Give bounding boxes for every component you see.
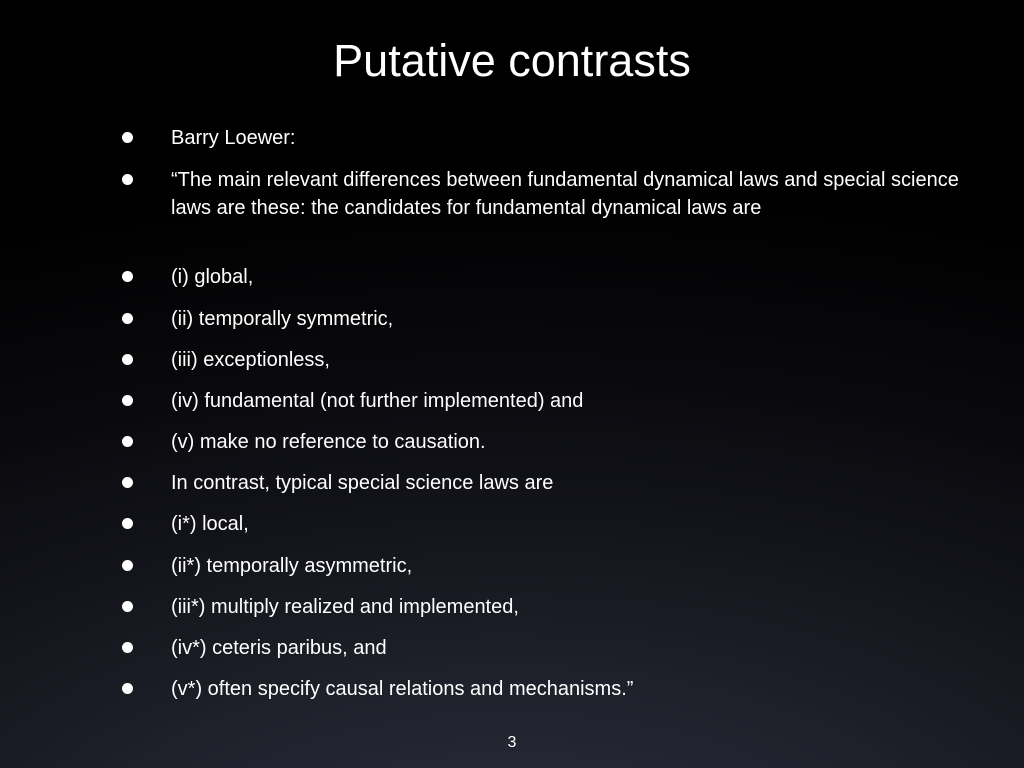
bullet-dot-icon <box>122 560 133 571</box>
bullet-dot-icon <box>122 354 133 365</box>
bullet-text: (v*) often specify causal relations and mechanisms.” <box>171 678 634 700</box>
bullet-item-barry-loewer <box>171 124 961 152</box>
bullet-dot-icon <box>122 313 133 324</box>
bullet-item-fundamental <box>171 387 961 415</box>
bullet-text: (iv*) ceteris paribus, and <box>171 637 387 659</box>
bullet-item-no-causation <box>171 428 961 456</box>
bullet-text: (ii) temporally symmetric, <box>171 308 394 330</box>
bullet-text: Barry Loewer: <box>171 127 296 149</box>
bullet-item-temporally-asymmetric <box>171 552 961 580</box>
bullet-text: (ii*) temporally asymmetric, <box>171 555 413 577</box>
bullet-text: (iii) exceptionless, <box>171 349 330 371</box>
bullet-dot-icon <box>122 436 133 447</box>
bullet-text: (i*) local, <box>171 513 249 535</box>
bullet-item-local <box>171 510 961 538</box>
bullet-item-quote-intro <box>171 166 961 222</box>
bullet-dot-icon <box>122 271 133 282</box>
bullet-dot-icon <box>122 477 133 488</box>
page-number: 3 <box>507 734 517 751</box>
bullet-text: (v) make no reference to causation. <box>171 431 486 453</box>
bullet-item-causal-relations <box>171 675 961 703</box>
bullet-text: “The main relevant differences between fundamental dynamical laws and special science laws are these: the candidates for fundamental dynamical laws are <box>171 169 959 219</box>
bullet-item-global <box>171 263 961 291</box>
bullet-text: (iii*) multiply realized and implemented, <box>171 596 519 618</box>
bullet-dot-icon <box>122 601 133 612</box>
bullet-item-exceptionless <box>171 346 961 374</box>
bullet-dot-icon <box>122 395 133 406</box>
bullet-dot-icon <box>122 518 133 529</box>
bullet-item-multiply-realized <box>171 593 961 621</box>
slide-title: Putative contrasts <box>333 35 691 86</box>
bullet-item-contrast-intro <box>171 469 961 497</box>
bullet-dot-icon <box>122 642 133 653</box>
bullet-item-temporally-symmetric <box>171 305 961 333</box>
bullet-text: (i) global, <box>171 266 254 288</box>
bullet-item-ceteris-paribus <box>171 634 961 662</box>
bullet-text: (iv) fundamental (not further implemented) and <box>171 390 584 412</box>
bullet-dot-icon <box>122 174 133 185</box>
bullet-dot-icon <box>122 132 133 143</box>
bullet-dot-icon <box>122 683 133 694</box>
bullet-text: In contrast, typical special science laws are <box>171 472 554 494</box>
